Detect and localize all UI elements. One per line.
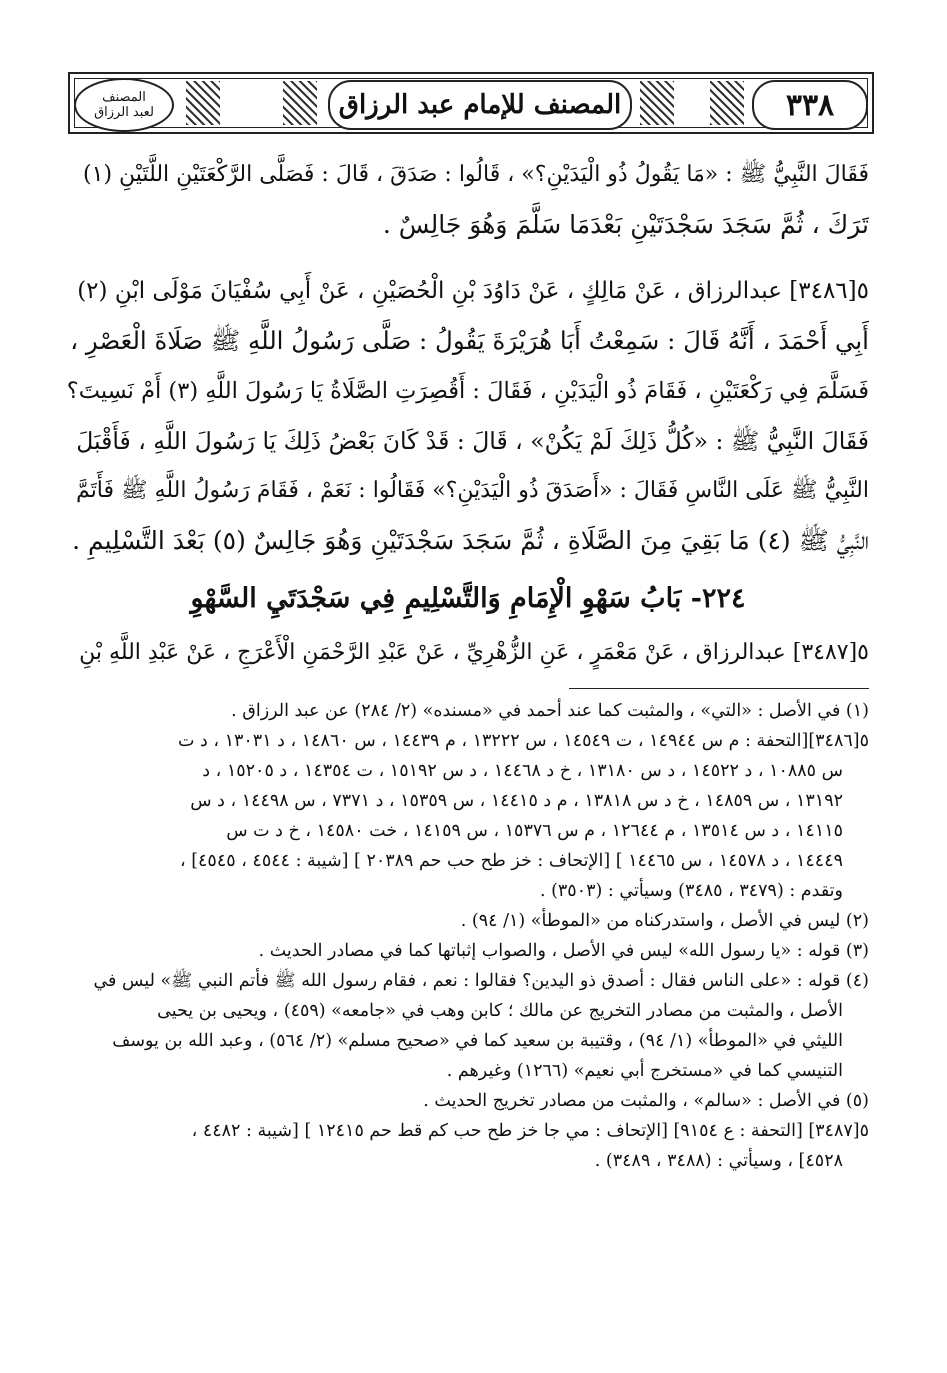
footnote-line: ٥[٣٤٨٦][التحفة : م س ١٤٩٤٤ ، ت ١٤٥٤٩ ، س ١٣٢٢٢ ، م ١٤٤٣٩ ، س ١٤٨٦٠ ، د ١٣٠٣١ ، د ت	[178, 731, 869, 751]
footnote-line: وتقدم : (٣٤٧٩ ، ٣٤٨٥) وسيأتي : (٣٥٠٣) .	[539, 881, 843, 901]
hadith-3487-first-line: ٥[٣٤٨٧] عبدالرزاق ، عَنْ مَعْمَرٍ ، عَنِ الزُّهْرِيِّ ، عَنْ عَبْدِ الرَّحْمَنِ الْأَعْرَجِ ، عَنْ عَبْدِ اللَّهِ بْنِ	[79, 640, 869, 665]
footnote-separator	[569, 688, 869, 689]
text-line: أَبِي أَحْمَدَ ، أَنَّهُ قَالَ : سَمِعْتُ أَبَا هُرَيْرَةَ يَقُولُ : صَلَّى رَسُولُ اللَّهِ ﷺ صَلَاةَ الْعَصْرِ ،	[70, 326, 869, 355]
footnote-line: (١) في الأصل : «التي» ، والمثبت كما عند أحمد في «مسنده» (٢/ ٢٨٤) عن عبد الرزاق .	[231, 701, 869, 721]
footnote-line: ٥[٣٤٨٧] [التحفة : ع ٩١٥٤] [الإتحاف : مي جا خز طح حب كم قط حم ١٢٤١٥ ] [شيبة : ٤٤٨٢ ،	[191, 1121, 869, 1141]
header-ornament-right	[710, 81, 744, 125]
header-ornament-left	[186, 81, 220, 125]
page-number: ٣٣٨	[752, 80, 868, 130]
text-line: فَسَلَّمَ فِي رَكْعَتَيْنِ ، فَقَامَ ذُو الْيَدَيْنِ ، فَقَالَ : أَقُصِرَتِ الصَّلَاةُ يَا رَسُولَ اللَّهِ (٣) أَمْ نَسِيتَ؟	[67, 378, 869, 404]
footnote-line: (٤) قوله : «على الناس فقال : أصدق ذو اليدين؟ فقالوا : نعم ، فقام رسول الله ﷺ فأتم النبي ﷺ» ليس في	[93, 971, 869, 991]
footnotes	[67, 696, 869, 1176]
footnote-line: (٣) قوله : «يا رسول الله» ليس في الأصل ، والصواب إثباتها كما في مصادر الحديث .	[258, 941, 869, 961]
footnote-line: الأصل ، والمثبت من مصادر التخريج عن مالك ؛ كابن وهب في «جامعه» (٤٥٩) ، ويحيى بن يحيى	[157, 1001, 843, 1021]
running-title: المصنف للإمام عبد الرزاق	[328, 80, 632, 130]
text-line: فَقَالَ النَّبِيُّ ﷺ : «كُلُّ ذَلِكَ لَمْ يَكُنْ» ، قَالَ : قَدْ كَانَ بَعْضُ ذَلِكَ يَا رَسُولَ اللَّهِ ، فَأَقْبَلَ	[76, 427, 869, 455]
text-line: فَقَالَ النَّبِيُّ ﷺ : «مَا يَقُولُ ذُو الْيَدَيْنِ؟» ، قَالُوا : صَدَقَ ، قَالَ : فَصَلَّى الرَّكْعَتَيْنِ اللَّتَيْنِ (١)	[83, 162, 869, 187]
text-line: النَّبِيُّ ﷺ عَلَى النَّاسِ فَقَالَ : «أَصَدَقَ ذُو الْيَدَيْنِ؟» فَقَالُوا : نَعَمْ ، فَقَامَ رَسُولُ اللَّهِ ﷺ فَأَتَمَّ	[76, 478, 869, 503]
page-header	[68, 72, 874, 134]
footnote-line: س ١٠٨٨٥ ، د ١٤٥٢٢ ، د س ١٣١٨٠ ، خ د ١٤٤٦٨ ، د س ١٥١٩٢ ، ت ١٤٣٥٤ ، د ١٥٢٠٥ ، د	[202, 761, 843, 781]
main-text	[67, 150, 869, 678]
footnote-line: (٥) في الأصل : «سالم» ، والمثبت من مصادر تخريج الحديث .	[423, 1091, 869, 1111]
footnote-line: الليثي في «الموطأ» (١/ ٩٤) ، وقتيبة بن سعيد كما في «صحيح مسلم» (٢/ ٥٦٤) ، وعبد الله بن يوسف	[112, 1031, 843, 1051]
footnote-line: (٢) ليس في الأصل ، واستدركناه من «الموطأ» (١/ ٩٤) .	[460, 911, 869, 931]
chapter-heading: ٢٢٤- بَابُ سَهْوِ الْإِمَامِ وَالتَّسْلِيمِ فِي سَجْدَتَيِ السَّهْوِ	[190, 583, 746, 614]
logo-line-1: المصنف	[102, 90, 146, 105]
footnote-line: ٤٥٢٨] ، وسيأتي : (٣٤٨٨ ، ٣٤٨٩) .	[594, 1151, 843, 1171]
hadith-3486-first-line: ٥[٣٤٨٦] عبدالرزاق ، عَنْ مَالِكٍ ، عَنْ دَاوُدَ بْنِ الْحُصَيْنِ ، عَنْ أَبِي سُفْيَانَ مَوْلَى ابْنِ (٢)	[77, 278, 869, 304]
header-ornament-mid-right	[640, 81, 674, 125]
footnote-line: ١٤١١٥ ، د س ١٣٥١٤ ، م ١٢٦٤٤ ، م س ١٥٣٧٦ ، س ١٤١٥٩ ، خت ١٤٥٨٠ ، خ د ت س	[226, 821, 843, 841]
text-line: تَرَكَ ، ثُمَّ سَجَدَ سَجْدَتَيْنِ بَعْدَمَا سَلَّمَ وَهُوَ جَالِسٌ .	[382, 210, 869, 239]
footnote-line: ١٣١٩٢ ، س ١٤٨٥٩ ، خ د س ١٣٨١٨ ، م د ١٤٤١٥ ، س ١٥٣٥٩ ، د ٧٣٧١ ، س ١٤٤٩٨ ، د س	[190, 791, 843, 811]
header-ornament-mid-left	[283, 81, 317, 125]
footnote-line: ١٤٤٤٩ ، د ١٤٥٧٨ ، س ١٤٤٦٥ ] [الإتحاف : خز طح حب حم ٢٠٣٨٩ ] [شيبة : ٤٥٤٤ ، ٤٥٤٥] ،	[179, 851, 843, 871]
book-logo	[74, 78, 174, 132]
logo-line-2: لعبد الرزاق	[94, 105, 154, 120]
footnote-line: التنيسي كما في «مستخرج أبي نعيم» (١٢٦٦) وغيرهم .	[446, 1061, 843, 1081]
text-line: النَّبِيُّ ﷺ (٤) مَا بَقِيَ مِنَ الصَّلَاةِ ، ثُمَّ سَجَدَ سَجْدَتَيْنِ وَهُوَ جَالِسٌ (٥) بَعْدَ التَّسْلِيمِ .	[72, 526, 869, 555]
